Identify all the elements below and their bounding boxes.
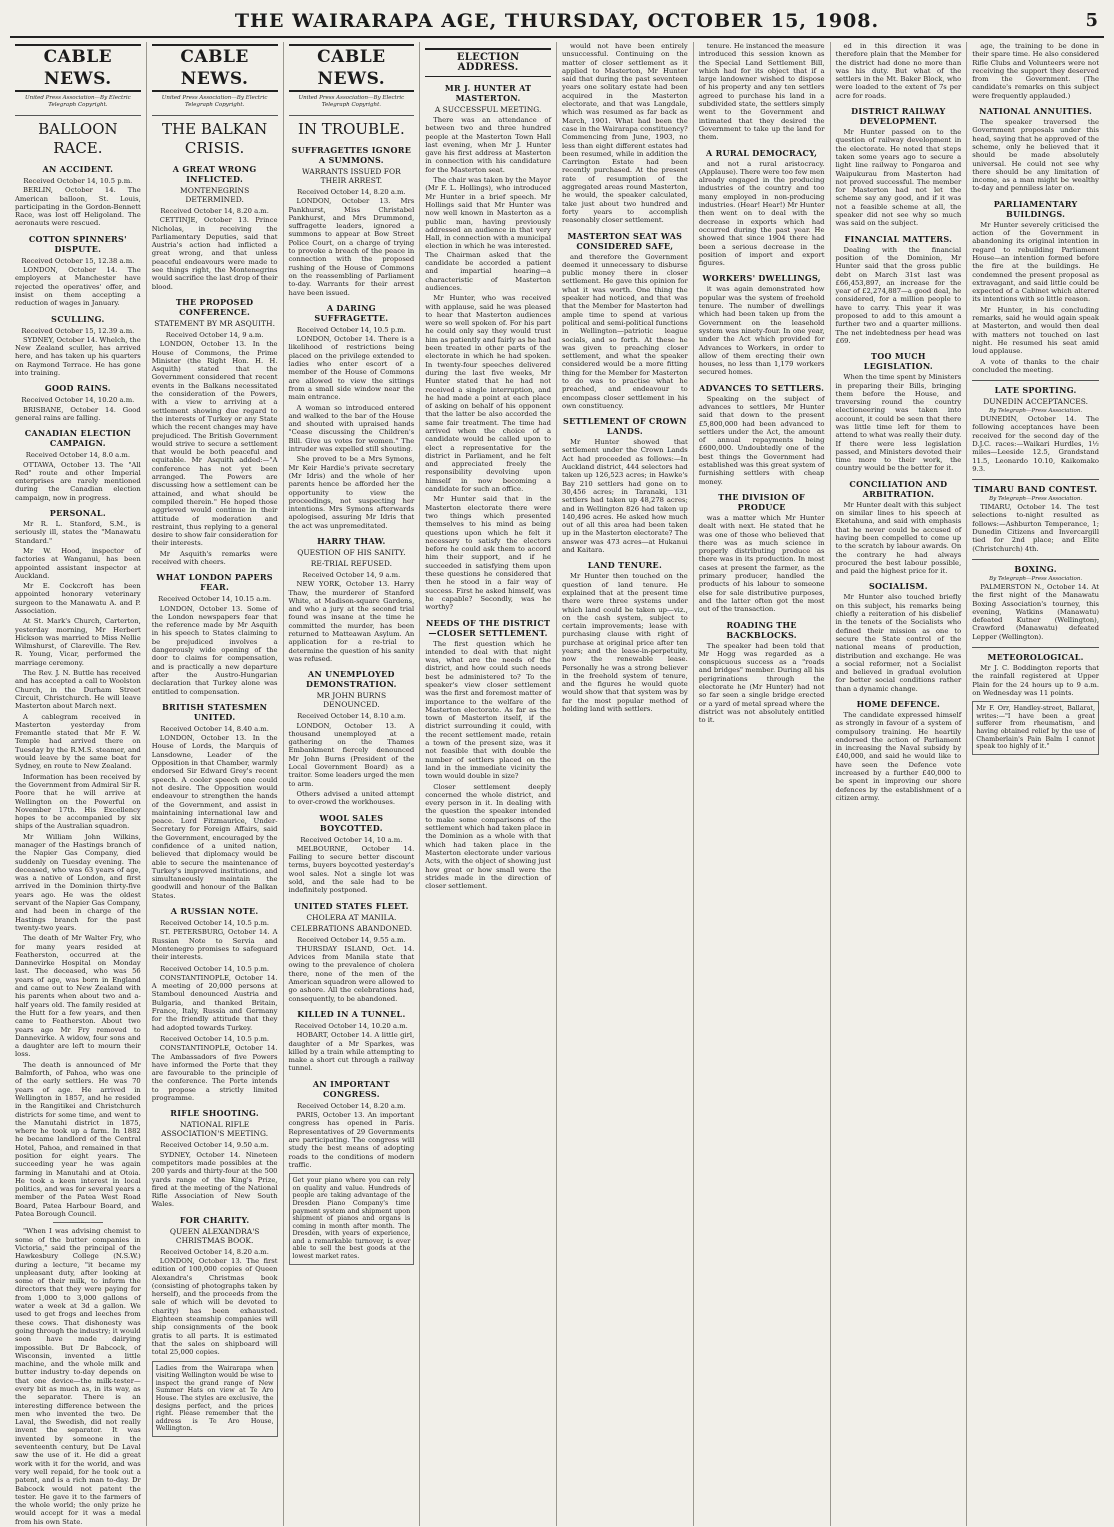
article-paragraph: The candidate expressed himself as strongly in favour of a system of compulsory training. He heartily endorsed the action of Parliament in increasing the Naval subsidy by £40,000, and said he would like to have seen the Defence vote increased by a further £40,000 to be spent in improving our shore defences by the establishment of a citizen army. <box>835 711 962 802</box>
article-paragraph: Mr Asquith's remarks were received with cheers. <box>151 549 278 566</box>
article-paragraph: CETTINJE, October 13. Prince Nicholas, in receiving the Parliamentary Deputies, said that Austria's action had inflicted a great wrong, and that unless peaceful endeavours were made to see things right, the Montenegrins would sacrifice the last drop of their blood. <box>151 216 278 291</box>
article-paragraph: tenure. He instanced the measure introduced this session known as the Special Land Settlement Bill, which had for its object that if a large landowner wished to dispose of his property and any ten settlers agreed to purchase his land in a subdivided state, the settlers simply went to the Government and intimated that they desired the Government to take up the land for them. <box>698 42 825 142</box>
article-paragraph: A woman so introduced entered and walked to the bar of the House and shouted with upraised hands "Cease discussing the Children's Bill. Give us votes for women." The intruder was expelled still shouting. <box>288 403 415 454</box>
subheadline: DISTRICT RAILWAY DEVELOPMENT. <box>851 106 946 127</box>
headline: ELECTION ADDRESS. <box>425 48 551 77</box>
headline: SCULLING. <box>51 313 105 324</box>
article-paragraph: it was again demonstrated how popular was the system of freehold tenure. The number of dwellings which had been taken up from the Government on the leasehold system was ninety-four. In one year, under the Act which provided for Advances to Workers, in order to allow of them erecting their own houses, no less than 1,179 workers secured homes. <box>698 285 825 377</box>
article-paragraph: LONDON, October 13. In the House of Lords, the Marquis of Lansdowne, Leader of the Opposition in that Chamber, warmly endorsed Sir Edward Grey's recent speech. A cooler speech one could not desire. The Opposition would endeavour to strengthen the hands of the Government, and assist in maintaining international law and peace. Lord Fitzmaurice, Under-Secretary for Foreign Affairs, said the Government, encouraged by the confidence of a united nation, believed that diplomacy would be able to secure the maintenance of Turkey's improved institutions, and simultaneously maintain the goodwill and honour of the Balkan States. <box>151 734 278 900</box>
agency-credit: United Press Association—By Electric Telegraph Copyright. <box>298 95 405 108</box>
article-paragraph: Mr J. C. Boddington reports that the rainfall registered at Upper Plain for the 24 hours up to 9 a.m. on Wednesday was 11 points. <box>972 664 1099 697</box>
headline: WHAT LONDON PAPERS FEAR. <box>156 572 273 593</box>
article-paragraph: ed in this direction it was therefore plain that the Member for the district had done no more than was his duty. But what of the settlers in the Mt. Baker Block, who were loaded to the extent of 7s per acre for roads. <box>835 42 962 100</box>
subheadline: NATIONAL RIFLE ASSOCIATION'S MEETING. <box>161 1120 269 1139</box>
headline: CANADIAN ELECTION CAMPAIGN. <box>24 428 132 449</box>
article-paragraph: Mr Hunter dealt with this subject on similar lines to his speech at Eketahuna, and said with emphasis that he never could be accused of having been compelled to come up to the scratch by labour awards. On the contrary he had always procured the best labour possible, and paid the highest price for it. <box>835 500 962 576</box>
article-paragraph: Dealing with the financial position of the Dominion, Mr Hunter said that the gross public debt on March 31st last was £66,453,897, an increase for the year of £2,274,887—a good deal, he considered, for a million people to have to carry. This year it was proposed to add to this amount a further two and a quarter millions. The net indebtedness per head was £69. <box>835 245 962 345</box>
headline: AN IMPORTANT CONGRESS. <box>312 1078 390 1099</box>
article-paragraph: would not have been entirely unsuccessful. Continuing on the matter of closer settlement as it applied to Masterton, Mr Hunter said that during the past seventeen years one solitary estate had been acquired in the Masterton electorate, and that was Langdale, which was resumed as far back as March, 1901. What had been the case in the Wairarapa constituency? Commencing from June, 1903, no less than eight different estates had been resumed, while in addition the Carrington Estate had been recently purchased. At the present rate of resumption of the aggregated areas round Masterton, he would, the speaker calculated, take just about two hundred and forty years to accomplish reasonably closer settlement. <box>562 42 688 225</box>
article-paragraph: Mr Hunter said that in the Masterton electorate there were two things which presented themselves to his mind as being questions upon which he felt it necessary to satisfy the electors before he could ask them to accord him their support, and if he succeeded in satisfying them upon these questions he considered that then he stood in a fair way of success. First he asked himself, was he capable? Secondly, was he worthy? <box>425 495 551 612</box>
article-paragraph: NEW YORK, October 13. Harry Thaw, the murderer of Stanford White, at Madison-square Gardens, and who a jury at the second trial found was insane at the time he committed the murder, has been returned to Matteawan Asylum. An application for a re-trial to determine the question of his sanity was refused. <box>288 580 415 663</box>
section-title: CABLE NEWS. <box>15 44 141 92</box>
subheadline: ADVANCES TO SETTLERS. <box>698 382 825 393</box>
agency-credit: By Telegraph—Press Association. <box>989 496 1083 503</box>
article-paragraph: HOBART, October 14. A little girl, daughter of a Mr Sparkes, was killed by a train while attempting to make a short cut through a railway tunnel. <box>288 1031 415 1073</box>
article-paragraph: Mr Hunter passed on to the question of railway development in the electorate. He noted that steps taken some years ago to secure a light line railway to Pongaroa and Waipukurau from Masterton had not proved successful. The member for Masterton had not let the scheme say any good, and if it was not a feasible scheme at all, the speaker did not see why so much was said on the subject. <box>835 128 962 228</box>
headline: BOXING. <box>972 559 1099 574</box>
article-paragraph: CONSTANTINOPLE, October 14. The Ambassadors of five Powers have informed the Porte that they are favourable to the principle of the conference. The Porte intends to propose a strictly limited programme. <box>151 1044 278 1103</box>
subheadline: MR J. HUNTER AT MASTERTON. <box>444 83 532 103</box>
headline: A RUSSIAN NOTE. <box>170 906 259 917</box>
dateline: Received October 14, 9.50 a.m. <box>160 1141 269 1150</box>
article-paragraph: A cablegram received in Masterton yesterday from Fremantle stated that Mr F. W. Temple had arrived there on Tuesday by the R.M.S. steamer, and would leave by the same boat for Sydney, en route to New Zealand. <box>15 712 141 771</box>
dateline: Received October 14, 8.20 a.m. <box>297 188 406 196</box>
column-2 <box>147 42 284 1526</box>
column-1 <box>10 42 147 1526</box>
headline: AN UNEMPLOYED DEMONSTRATION. <box>305 669 397 690</box>
masthead <box>10 6 1104 38</box>
article-paragraph: TIMARU, October 14. The test selections to-night resulted as follows:—Ashburton Temperance, 1; Dunedin Citizens and Invercargill tied for 2nd place; and Elite (Christchurch) 4th. <box>972 503 1099 553</box>
article-paragraph: LONDON, October 13. In the House of Commons, the Prime Minister (the Right Hon. H. H. Asquith) stated that the Government considered that recent events in the Balkans necessitated the consideration of the Powers, with a view to arriving at a settlement showing due regard to the interests of Turkey or any State which the recent changes may have prejudiced. The British Government would strive to secure a settlement that would be both peaceful and equitable. Mr Asquith added:—"A conference has not yet been arranged. The Powers are discussing how a settlement can be attained, and what should be compiled therein." He hoped those aggrieved would continue in their attitude of moderation and restraint, thus replying to a general desire to show fair consideration for their interests. <box>151 340 278 548</box>
dateline: Received October 14, 10.5 p.m. <box>23 177 133 185</box>
headline: TIMARU BAND CONTEST. <box>972 479 1099 494</box>
subheadline: FINANCIAL MATTERS. <box>844 233 953 244</box>
column-8 <box>967 42 1104 1526</box>
column-5 <box>557 42 694 1526</box>
article-paragraph: Speaking on the subject of advances to settlers, Mr Hunter said that down to the present £5,800,000 had been advanced to settlers under the Act, the amount of annual repayments being £600,000. Undoubtedly one of the best things the Government had established was this great system of furnishing settlers with cheap money. <box>698 394 825 486</box>
column-7 <box>831 42 968 1526</box>
article-paragraph: CONSTANTINOPLE, October 14. A meeting of 20,000 persons at Stamboul denounced Austria and Bulgaria, and thanked Britain, France, Italy, Russia and Germany for the friendly attitude that they had adopted towards Turkey. <box>151 973 278 1032</box>
subheadline: STATEMENT BY MR ASQUITH. <box>154 318 275 328</box>
subheadline: A RURAL DEMOCRACY, <box>706 147 818 158</box>
article-paragraph: Mr R. L. Stanford, S.M., is seriously ill, states the "Manawatu Standard." <box>15 520 141 545</box>
article-paragraph: LONDON, October 13. Mrs Pankhurst, Miss Christabel Pankhurst, and Mrs Drummond, suffragette leaders, ignored a summons to appear at Bow Street Police Court, on a charge of trying to provoke a breach of the peace in connection with the proposed rushing of the House of Commons on the reassembling of Parliament to-day. Warrants for their arrest have been issued. <box>288 197 415 297</box>
advertisement: Ladies from the Wairarapa when visiting Wellington would be wise to inspect the grand range of New Summer Hats on view at Te Aro House. The styles are exclusive, the designs perfect, and the prices right. Please remember that the address is Te Aro House, Wellington. <box>152 1361 278 1437</box>
dateline: Received October 15, 12.38 a.m. <box>21 256 135 265</box>
article-paragraph: Others advised a united attempt to over-crowd the workhouses. <box>288 789 415 807</box>
subheadline: CONCILIATION AND ARBITRATION. <box>849 478 948 499</box>
article-paragraph: Mr Hunter showed that settlement under the Crown Lands Act had proceeded as follows:—In Auckland district, 444 selectors had taken up 126,523 acres; in Hawke's Bay 210 settlers had gone on to 30,456 acres; in Taranaki, 131 settlers had taken up 48,278 acres; and in Wellington 826 had taken up 140,496 acres. He asked how much out of all this area had been taken up in the Masterton electorate? The answer was 473 acres—at Hukanui and Kaitara. <box>562 438 688 555</box>
headline: FOR CHARITY. <box>179 1214 250 1225</box>
article-paragraph: She proved to be a Mrs Symons, Mr Keir Hardie's private secretary (Mr Idris) and the whole of her parents hence be afforded her the opportunity to view the proceedings, not suspecting her intentions. Mrs Symons afterwards apologised, assuring Mr Idris that the act was unpremeditated. <box>288 455 415 530</box>
divider <box>53 1222 103 1223</box>
article-paragraph: At St. Mark's Church, Carterton, yesterday morning, Mr Herbert Hickson was married to Miss Nellie Wilmshurst, of Clareville. The Rev. R. Young, Vicar, performed the marriage ceremony. <box>15 617 141 667</box>
headline: PERSONAL. <box>49 508 106 519</box>
headline: A DARING SUFFRAGETTE. <box>314 302 389 323</box>
article-paragraph: There was an attendance of between two and three hundred people at the Masterton Town Hall last evening, when Mr J. Hunter gave his first address at Masterton in connection with his candidature for the Masterton seat. <box>425 116 551 174</box>
article-paragraph: The speaker traversed the Government proposals under this head, saying that he approved of the scheme, only he believed that it should be made absolutely universal. He could not see why there should be any limitation of income, as a man might be wealthy to-day and penniless later on. <box>972 118 1099 193</box>
article-paragraph: DUNEDIN, October 14. The following acceptances have been received for the second day of the D.J.C. races:—Waikari Hurdles, 1½ miles—Leeside 12.5, Grandstand 11.5, Leonardo 10.10, Kaikomako 9.3. <box>972 415 1099 473</box>
advertisement: Get your piano where you can rely on quality and value. Hundreds of people are taking advantage of the Dresden Piano Company's time payment system and shipment upon shipment of pianos and organs is coming in month after month. The Dresden, with years of experience, and a remarkable turnover, is ever able to sell the best goods at the lowest market rates. <box>289 1173 415 1265</box>
agency-credit: By Telegraph—Press Association. <box>989 408 1083 415</box>
dateline: Received October 14, 10 a.m. <box>300 835 403 844</box>
subheadline: A GREAT WRONG INFLICTED. <box>172 164 257 184</box>
dateline: Received October 14, 10.20 a.m. <box>21 396 135 405</box>
subheadline: THE DIVISION OF PRODUCE <box>718 491 805 512</box>
article-paragraph: The first question which he intended to deal with that night was, what are the needs of the district, and how could such needs best be administered to? To the speaker's view closer settlement was the first and foremost matter of importance to the welfare of the Masterton electorate. As far as the town of Masterton itself, if the district surrounding it could, with the recent settlement made, retain a town of the present size, was it not feasible that with double the number of settlers placed on the land in the immediate vicinity the town would double in size? <box>425 639 551 781</box>
article-paragraph: and not a rural aristocracy. (Applause). There were too few men already engaged in the producing industries of the country and too many employed in non-producing industries. (Hear! Hear!) Mr Hunter then went on to deal with the decrease in exports which had occurred during the past year. He showed that since 1904 there had been a serious decrease in the position of import and export figures. <box>698 159 825 268</box>
dateline: Received October 14, 8.20 a.m. <box>160 207 269 215</box>
article-paragraph: SYDNEY, October 14. Whelch, the New Zealand sculler, has arrived here, and has taken up his quarters on Raymond Terrace. He has gone into training. <box>15 335 141 378</box>
article-paragraph: age, the training to be done in their spare time. He also considered Rifle Clubs and Volunteers were not receiving the support they deserved from the Government. (The candidate's remarks on this subject were frequently applauded.) <box>972 42 1099 100</box>
dateline: Received October 14, 9 a.m. <box>165 330 264 339</box>
dateline: Received October 14, 8.20 a.m. <box>297 1101 406 1110</box>
headline: COTTON SPINNERS' DISPUTE. <box>28 233 127 254</box>
subheadline: AN ACCIDENT. <box>42 164 114 174</box>
dateline: Received October 14, 8.0 a.m. <box>25 451 130 460</box>
article-paragraph: was a matter which Mr Hunter dealt with next. He stated that he was one of those who believed that there was as much science in properly distributing produce as there was in its production. In most cases at present the farmer, as the primary producer, handled the products of his labour to someone else for sale distributive purposes, and the latter often got the most out of the transaction. <box>698 513 825 614</box>
dateline: Received October 14, 10.5 p.m. <box>160 964 270 973</box>
article-paragraph: LONDON, October 13. The first edition of 100,000 copies of Queen Alexandra's Christmas book (consisting of photographs taken by herself), and the proceeds from the sale of which will be devoted to charity) has been exhausted. Eighteen steamship companies will ship consignments of the book gratis to all parts. It is estimated that the sales on shipboard will total 25,000 copies. <box>151 1256 278 1357</box>
article-paragraph: A vote of thanks to the chair concluded the meeting. <box>972 357 1099 374</box>
article-paragraph: BERLIN, October 14. The American balloon, St. Louis, participating in the Gordon-Bennett Race, was lost off Heligoland. The aeronauts were rescued. <box>15 186 141 228</box>
subheadline: ROADING THE BACKBLOCKS. <box>726 619 797 640</box>
dateline: Received October 14, 10.20 a.m. <box>294 1021 408 1030</box>
article-paragraph: ST. PETERSBURG, October 14. A Russian Note to Servia and Montenegro promises to safeguard their interests. <box>151 928 278 962</box>
dateline: Received October 14, 8.40 a.m. <box>160 724 269 733</box>
headline: METEOROLOGICAL. <box>972 647 1099 662</box>
subheadline: DUNEDIN ACCEPTANCES. <box>983 397 1088 407</box>
headline: WOOL SALES BOYCOTTED. <box>319 812 384 833</box>
article-paragraph: Information has been received by the Government from Admiral Sir R. Poore that he will arrive at Wellington on the Powerful on November 17th. His Excellency hopes to be accompanied by six ships of the Australian squadron. <box>15 772 141 831</box>
dateline: Received October 14, 9 a.m. <box>302 570 401 579</box>
dateline: Received October 15, 12.39 a.m. <box>21 326 135 335</box>
headline: LATE SPORTING. <box>972 380 1099 395</box>
agency-credit: United Press Association—By Electric Telegraph Copyright. <box>25 95 131 108</box>
subheadline: WORKERS' DWELLINGS, <box>702 273 821 284</box>
article-paragraph: LONDON, October 13. A thousand unemployed at a gathering on the Thames Embankment fiercely denounced Mr John Burns (President of the Local Government Board) as a traitor. Some leaders urged the men to arm. <box>288 721 415 788</box>
subheadline: MONTENEGRINS DETERMINED. <box>180 186 250 204</box>
subheadline: NATIONAL ANNUITIES. <box>979 106 1093 117</box>
masthead-title: THE WAIRARAPA AGE, THURSDAY, OCTOBER 15, 1908. <box>234 10 880 32</box>
subheadline: SUFFRAGETTES IGNORE A SUMMONS. <box>291 145 412 165</box>
dateline: Received October 14, 10.15 a.m. <box>158 595 272 604</box>
article-paragraph: When the time spent by Ministers in preparing their Bills, bringing them before the House, and traversing round the country electioneering was taken into account, it could be seen that there was little time left for them to attend to what was really their duty. If there were less legislation passed, and Ministers devoted their time more to their work, the country would be the better for it. <box>835 373 962 473</box>
article-paragraph: Mr Hunter, who was received with applause, said he was pleased to hear that Masterton audiences were so well spoken of. For his part he could only say they would trust him as patiently and fairly as he had been treated in other parts of the electorate in which he had spoken. In twenty-four speeches delivered during the last five weeks, Mr Hunter stated that he had not received a single interruption, and he had made a point at each place of asking on behalf of his opponent that the latter be also accorded the same fair treatment. The time had arrived when the choice of a candidate would be called upon to elect a representative for the district in Parliament, and he felt and appreciated freely the responsibility devolving upon himself in now becoming a candidate for such an office. <box>425 294 551 494</box>
article-paragraph: Mr Hunter, in his concluding remarks, said he would again speak at Masterton, and would then deal with matters not touched on last night. He resumed his seat amid loud applause. <box>972 305 1099 356</box>
subheadline: LAND TENURE. <box>587 560 663 571</box>
subheadline: MR JOHN BURNS DENOUNCED. <box>316 691 387 710</box>
article-paragraph: PALMERSTON N., October 14. At the first night of the Manawatu Boxing Association's tourney, this evening, Watkins (Manawatu) defeated Kutner (Wellington), Crawford (Manawatu) defeated Lepper (Wellington). <box>972 582 1099 641</box>
column-3 <box>284 42 421 1526</box>
subheadline: SOCIALISM. <box>868 581 928 592</box>
headline: KILLED IN A TUNNEL. <box>297 1008 406 1019</box>
dateline: Received October 14, 10.5 p.m. <box>296 325 406 334</box>
article-paragraph: LONDON, October 14. There is a likelihood of restrictions being placed on the privilege extended to ladies who enter escort of a member of the House of Commons are allowed to view the sittings from a small side window near the main entrance. <box>288 335 415 402</box>
page-number: 5 <box>1085 10 1098 31</box>
article-paragraph: THURSDAY ISLAND, Oct. 14. Advices from Manila state that owing to the prevalence of cholera there, none of the men of the American squadron were allowed to go ashore. All the celebrations had, consequently, to be abandoned. <box>288 944 415 1003</box>
subheadline: TOO MUCH LEGISLATION. <box>863 351 934 372</box>
headline: BALLOON RACE. <box>15 115 141 158</box>
headline: RIFLE SHOOTING. <box>170 1108 259 1119</box>
article-paragraph: LONDON, October 13. Some of the London newspapers fear that the reference made by Mr Asquith in his speech to States claiming to be prejudiced involves a dangerously wide opening of the door to claims for compensation, and is practically a new departure after the Austro-Hungarian declaration that Turkey alone was entitled to compensation. <box>151 604 278 696</box>
dateline: Received October 14, 8.20 a.m. <box>160 1247 269 1256</box>
column-4 <box>420 42 557 1526</box>
article-paragraph: LONDON, October 14. The employers at Manchester have rejected the operatives' offer, and insist on them accepting a reduction of wages in January. <box>15 266 141 308</box>
subheadline: SETTLEMENT OF CROWN LANDS. <box>563 416 687 437</box>
agency-credit: United Press Association—By Electric Telegraph Copyright. <box>161 95 268 108</box>
article-paragraph: The death is announced of Mr Balmforth, of Pahoa, who was one of the early settlers. He was 70 years of age. He arrived in Wellington in 1857, and he resided in the Rangitikei and Christchurch districts for some time, and went to the Manutahi district in 1875, where he took up a farm. In 1882 he became landlord of the Central Hotel, Pahoa, and remained in that position for eight years. The succeeding year he was again farming in Manutahi and at Otoia. He took a keen interest in local politics, and was for several years a member of the Patea West Road Board, Patea Harbour Board, and Patea Borough Council. <box>15 1060 141 1219</box>
article-paragraph: "When I was advising chemist to some of the butter companies in Victoria," said the principal of the Hawkesbury College (N.S.W.) during a lecture, "it became my unpleasant duty, after looking at some of their milk, to inform the directors that they were paying for from 1,000 to 3,000 gallons of water a week at 3d a gallon. We used to get frogs and leeches from these cows. That dishonesty was going through the industry; it would soon have made dairying impossible. But Dr Babcock, of Wisconsin, invented a little machine, and the whole milk and butter industry to-day depends on that one device—the milk-tester—every bit as much as, in its way, as the separator. There is an interesting difference between the men who invented the two. De Laval, the Swedish, did not really invent the separator. It was invented by someone in the seventeenth century, but De Laval saw the use of it. He did a great work with it for the world, and was very well repaid, for he took out a patent, and is a rich man to-day. Dr Babcock would not patent the tester. He gave it to the farmers of the whole world; the only prize he would accept for it was a medal from his own State. <box>15 1227 141 1526</box>
column-6 <box>694 42 831 1526</box>
article-paragraph: The chair was taken by the Mayor (Mr F. L. Hollings), who introduced Mr Hunter in a brief speech. Mr Hollings said that Mr Hunter was now well known in Masterton as a public man, having previously addressed an audience in that very Hall, in connection with a municipal election in which he was interested. The Chairman asked that the candidate be accorded a patient and impartial hearing—a characteristic of Masterton audiences. <box>425 176 551 292</box>
article-paragraph: Mr Hunter severely criticised the action of the Government in abandoning its original intention in regard to rebuilding Parliament House—an intention formed before the fire at the buildings. He condemned the present proposal as extravagant, and said little could be expected of a Cabinet which altered its intentions with so little reason. <box>972 220 1099 304</box>
article-paragraph: Closer settlement deeply concerned the whole district, and every person in it. In dealing with the question the speaker intended to make some comparisons of the settlement which had taken place in the Dominion as a whole with that which had taken place in the Masterton electorate under various Acts, with the object of showing just how great or how small were the strides made in the direction of closer settlement. <box>425 782 551 891</box>
article-paragraph: Mr Hunter also touched briefly on this subject, his remarks being chiefly a reiteration of his disbelief in the tenets of the Socialists who defined their mission as one to secure the State control of the national means of production, distribution and exchange. He was a social reformer, not a Socialist and believed in gradual evolution for better social conditions rather than a dynamic change. <box>835 593 962 693</box>
dateline: Received October 14, 10.5 p.m. <box>160 1034 270 1043</box>
article-paragraph: The Rev. J. N. Buttle has received and has accepted a call to Woolston Church, in the Durham Street Circuit, Christchurch. He will leave Masterton about March next. <box>15 669 141 711</box>
subheadline: MASTERTON SEAT WAS CONSIDERED SAFE, <box>567 230 683 251</box>
subheadline: CELEBRATIONS ABANDONED. <box>290 923 413 933</box>
subheadline: HOME DEFENCE. <box>856 699 941 709</box>
headline: GOOD RAINS. <box>44 383 111 394</box>
article-paragraph: Mr William John Wilkins, manager of the Hastings branch of the Napier Gas Company, died suddenly on Tuesday evening. The deceased, who was 63 years of age, was a native of London, and first arrived in the Dominion thirty-five years ago. He was the oldest servant of the Napier Gas Company, and had been in charge of the Hastings branch for the past twenty-two years. <box>15 832 141 932</box>
article-paragraph: The speaker had been told that Mr Hogg was regarded as a conspicuous success as a "roads and bridges" member. During all his perigrinations through the electorate he (Mr Hunter) had not so far seen a single bridge erected or a yard of metal spread where the district was not absolutely entitled to it. <box>698 641 825 725</box>
headline: HARRY THAW. <box>317 535 386 546</box>
subheadline: QUESTION OF HIS SANITY. <box>297 547 406 557</box>
article-paragraph: and therefore the Government deemed it unnecessary to disburse public money there in closer settlement. He gave this opinion for what it was worth. One thing the speaker had noticed, and that was that the Member for Masterton had ample time to spend at various political and semi-political functions in Wellington—patriotic league socials, and so forth. At these he was given to preaching closer settlement, and what the speaker considered would be a more fitting thing for the Member for Masterton to do was to practise what he preached, and endeavour to encompass closer settlement in his own constituency. <box>562 252 688 410</box>
section-title: CABLE NEWS. <box>152 44 278 92</box>
headline: UNITED STATES FLEET. <box>294 900 409 911</box>
subheadline: A SUCCESSFUL MEETING. <box>434 105 542 114</box>
headline: THE BALKAN CRISIS. <box>152 115 278 158</box>
columns <box>10 42 1104 1526</box>
advertisement: Mr F. Orr, Handley-street, Ballarat, writes:—"I have been a great sufferer from rheumatism, and having obtained relief by the use of Chamberlain's Pain Balm I cannot speak too highly of it." <box>972 701 1099 755</box>
agency-credit: By Telegraph—Press Association. <box>989 575 1083 582</box>
article-paragraph: BRISBANE, October 14. Good general rains are falling. <box>15 405 141 422</box>
subheadline: CHOLERA AT MANILA. <box>306 912 397 922</box>
headline: BRITISH STATESMEN UNITED. <box>162 701 268 722</box>
article-paragraph: OTTAWA, October 13. The "All Red" route and other Imperial enterprises are rarely mentioned during the Canadian election campaign, now in progress. <box>15 460 141 502</box>
dateline: Received October 14, 9.55 a.m. <box>297 935 406 944</box>
section-title: CABLE NEWS. <box>289 44 415 92</box>
article-paragraph: Mr Hunter then touched on the question of land tenure. He explained that at the present time there were three systems under which land could be taken up—viz., on the cash system, subject to certain improvements; lease with purchasing clause with right of purchase at original price after ten years; and the lease-in-perpetuity, now the renewable lease. Personally he was a strong believer in the freehold system of tenure, and the figures he would quote would show that that system was by far the most popular method of holding land with settlers. <box>562 572 688 714</box>
article-paragraph: Mr W. Hood, inspector of factories at Wanganui, has been appointed assistant inspector at Auckland. <box>15 546 141 580</box>
article-paragraph: MELBOURNE, October 14. Failing to secure better discount terms, buyers boycotted yesterday's wool sales. Not a single lot was sold, and the sale had to be indefinitely postponed. <box>288 844 415 895</box>
subheadline: QUEEN ALEXANDRA'S CHRISTMAS BOOK. <box>169 1226 260 1245</box>
article-paragraph: PARIS, October 13. An important congress has opened in Paris. Representatives of 29 Governments are participating. The congress will study the best means of adopting roads to the conditions of modern traffic. <box>288 1111 415 1169</box>
dateline: Received October 14, 10.5 p.m. <box>160 919 270 928</box>
subheadline: WARRANTS ISSUED FOR THEIR ARREST. <box>301 167 401 185</box>
subheadline: RE-TRIAL REFUSED. <box>310 558 393 568</box>
article-paragraph: Mr E. Cockcroft has been appointed honorary veterinary surgeon to the Manawatu A. and P. Association. <box>15 582 141 615</box>
article-paragraph: SYDNEY, October 14. Nineteen competitors made possibles at the 200 yards and thirty-four at the 500 yards range of the King's Prize, fired at the meeting of the National Rifle Association of New South Wales. <box>151 1150 278 1209</box>
subheadline: PARLIAMENTARY BUILDINGS. <box>993 198 1078 219</box>
dateline: Received October 14, 8.10 a.m. <box>297 712 406 721</box>
headline: IN TROUBLE. <box>289 115 415 139</box>
article-paragraph: The death of Mr Walter Fry, who for many years resided at Featherston, occurred at the Dannevirke Hospital on Monday last. The deceased, who was 56 years of age, was born in England and came out to New Zealand with his parents when about two and a-half years old. The family resided at the Hutt for a few years, and then came to Featherston. About two years ago Mr Fry removed to Dannevirke. A widow, four sons and a daughter are left to mourn their loss. <box>15 934 141 1059</box>
headline: THE PROPOSED CONFERENCE. <box>175 296 254 317</box>
subheadline: NEEDS OF THE DISTRICT—CLOSER SETTLEMENT. <box>425 617 551 638</box>
